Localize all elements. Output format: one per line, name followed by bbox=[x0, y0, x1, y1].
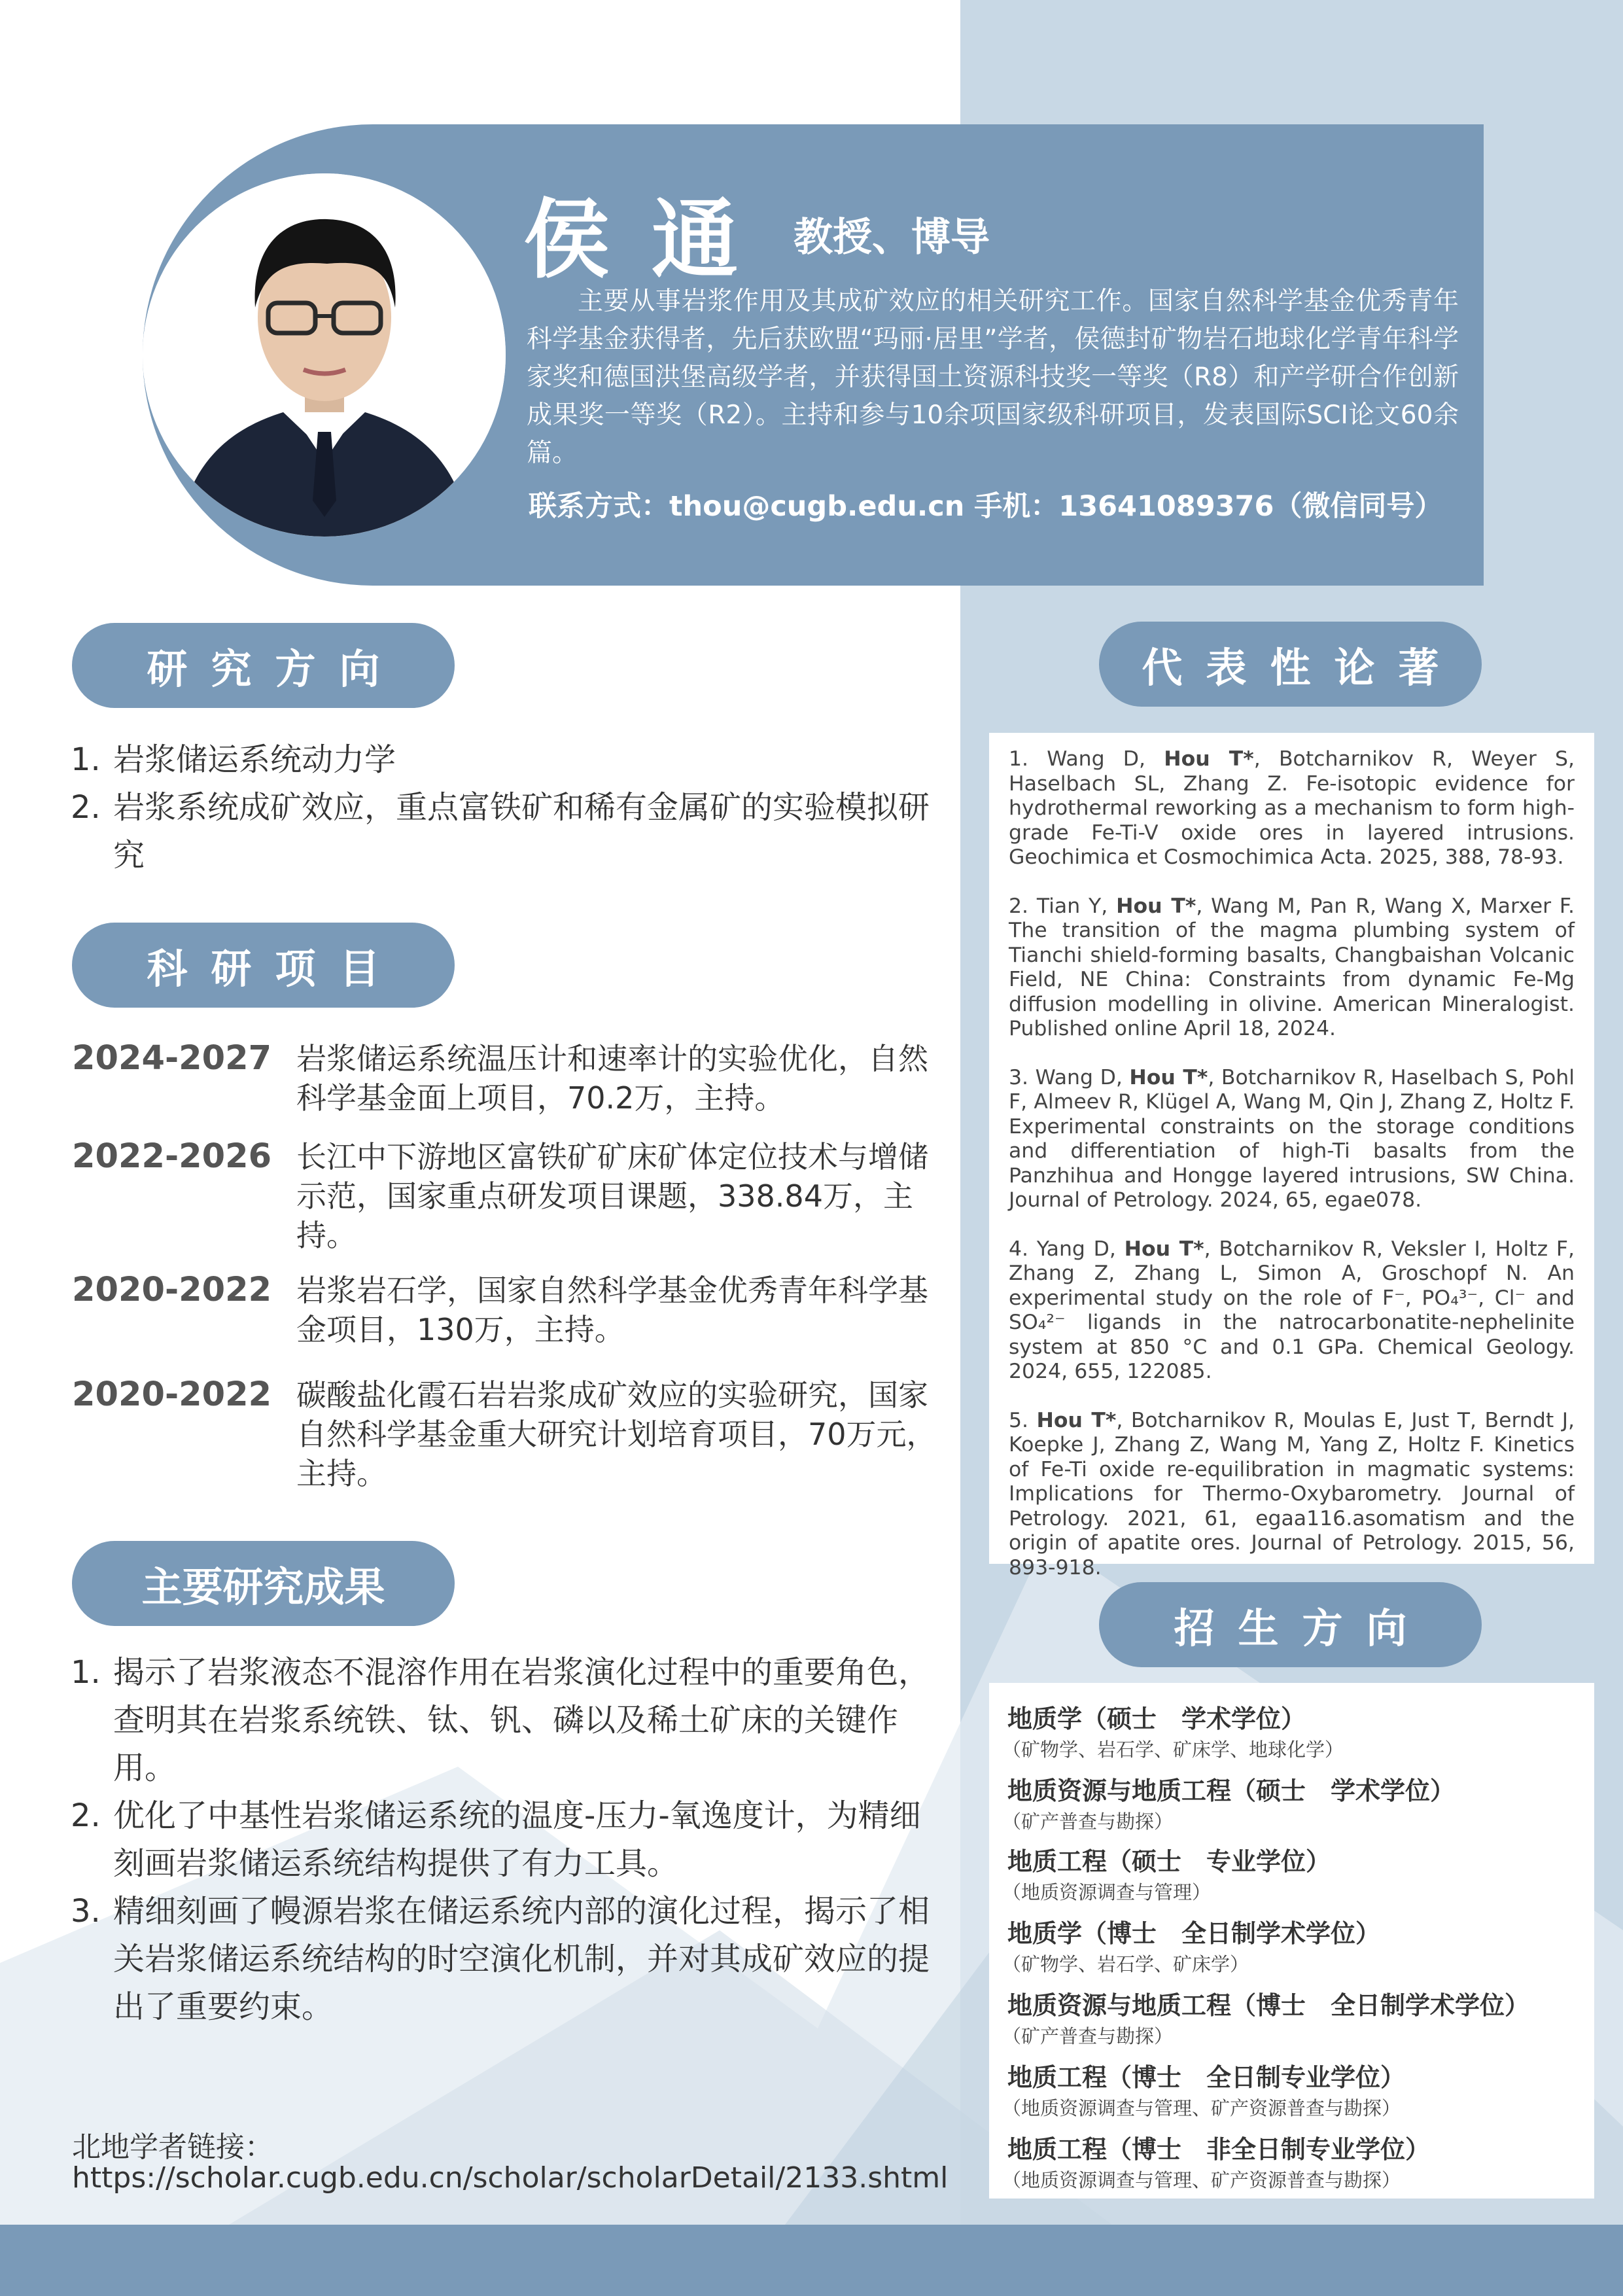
intro-text: 主要从事岩浆作用及其成矿效应的相关研究工作。国家自然科学基金优秀青年科学基金获得者，先后获欧盟“玛丽·居里”学者，侯德封矿物岩石地球化学青年科学家奖和德国洪堡高级学者，并获得国土资源科技奖一等奖（R8）和产学研合作创新成果奖一等奖（R2）。主持和参与10余项国家级科研项目，发表国际SCI论文60余篇。 bbox=[527, 287, 1459, 468]
project-desc: 岩浆岩石学，国家自然科学基金优秀青年科学基金项目，130万，主持。 bbox=[296, 1273, 928, 1347]
list-item: 3. 精细刻画了幔源岩浆在储运系统内部的演化过程，揭示了相关岩浆储运系统结构的时空演化机制，并对其成矿效应的提出了重要约束。 bbox=[71, 1893, 930, 2025]
paper-item: 5. Hou T*, Botcharnikov R, Moulas E, Just T, Berndt J, Koepke J, Zhang Z, Wang M, Yang Z, Holtz F. Kinetics of Fe-Ti oxide re-equilibration in magmatic systems: Implications for Thermo-Oxybarometry. Journal of Petrology. 2021, 61, egaa116.asomatism and the origin of apatite ores. Journal of Petrology. 2015, 56, 893-918. bbox=[1009, 1408, 1575, 1580]
person-intro bbox=[527, 283, 1459, 472]
contact-info: 联系方式：thou@cugb.edu.cn 手机：13641089376（微信同号） bbox=[529, 490, 1443, 523]
bottom-band bbox=[0, 2225, 1623, 2296]
section-achievements-heading: 主要研究成果 bbox=[72, 1541, 455, 1626]
admission-subjects: （矿产普查与勘探） bbox=[1002, 2025, 1174, 2047]
admission-subjects: （矿物学、岩石学、矿床学） bbox=[1002, 1953, 1249, 1975]
section-admission-heading: 招生方向 bbox=[1099, 1582, 1482, 1667]
research-list bbox=[71, 736, 941, 879]
project-item bbox=[72, 1375, 942, 1493]
admission-subjects: （地质资源调查与管理） bbox=[1002, 1881, 1212, 1903]
paper-item: 2. Tian Y, Hou T*, Wang M, Pan R, Wang X, Marxer F. The transition of the magma plumbing system of Tianchi shield-forming basalts, Changbaishan Volcanic Field, NE China: Constraints from dynamic Fe-Mg diffusion modelling in olivine. American Mineralogist. Published online April 18, 2024. bbox=[1009, 894, 1575, 1040]
list-item: 1. 揭示了岩浆液态不混溶作用在岩浆演化过程中的重要角色，查明其在岩浆系统铁、钛、钒、磷以及稀土矿床的关键作用。 bbox=[71, 1654, 930, 1786]
project-item bbox=[72, 1271, 942, 1349]
paper-item: 3. Wang D, Hou T*, Botcharnikov R, Haselbach S, Pohl F, Almeev R, Klügel A, Wang M, Qin J, Zhang Z, Holtz F. Experimental constraints on the storage conditions and differentiation of high-Ti basalts from the Panzhihua and Hongge layered intrusions, SW China. Journal of Petrology. 2024, 65, egae078. bbox=[1009, 1065, 1575, 1212]
admission-title: 地质资源与地质工程（博士 全日制学术学位） bbox=[1007, 1991, 1530, 2020]
project-desc: 长江中下游地区富铁矿矿床矿体定位技术与增储示范，国家重点研发项目课题，338.84万，主持。 bbox=[296, 1139, 928, 1253]
project-item bbox=[72, 1039, 942, 1118]
admission-panel bbox=[989, 1683, 1594, 2199]
list-item: 1. 岩浆储运系统动力学 bbox=[71, 741, 396, 778]
achievements-list bbox=[71, 1649, 941, 2031]
papers-panel bbox=[989, 733, 1594, 1580]
profile-photo bbox=[143, 173, 506, 537]
admission-subjects: （矿产普查与勘探） bbox=[1002, 1810, 1174, 1833]
section-research-heading: 研究方向 bbox=[72, 623, 455, 708]
project-years: 2022-2026 bbox=[72, 1137, 272, 1176]
project-years: 2020-2022 bbox=[72, 1375, 272, 1414]
section-projects-heading: 科研项目 bbox=[72, 923, 455, 1008]
paper-item: 1. Wang D, Hou T*, Botcharnikov R, Weyer S, Haselbach SL, Zhang Z. Fe-isotopic evidence for hydrothermal reworking as a mechanism to form high-grade Fe-Ti-V oxide ores in layered intrusions. Geochimica et Cosmochimica Acta. 2025, 388, 78-93. bbox=[1009, 747, 1575, 869]
project-desc: 碳酸盐化霞石岩岩浆成矿效应的实验研究，国家自然科学基金重大研究计划培育项目，70万元，主持。 bbox=[296, 1377, 937, 1491]
admission-title: 地质工程（硕士 专业学位） bbox=[1007, 1847, 1331, 1876]
list-item: 2. 优化了中基性岩浆储运系统的温度-压力-氧逸度计，为精细刻画岩浆储运系统结构提供了有力工具。 bbox=[71, 1797, 921, 1882]
admission-subjects: （地质资源调查与管理、矿产资源普查与勘探） bbox=[1002, 2097, 1401, 2119]
project-item bbox=[72, 1137, 942, 1255]
list-item: 2. 岩浆系统成矿效应，重点富铁矿和稀有金属矿的实验模拟研究 bbox=[71, 789, 930, 874]
paper-item: 4. Yang D, Hou T*, Botcharnikov R, Veksler I, Holtz F, Zhang Z, Zhang L, Simon A, Groschopf N. An experimental study on the role of F⁻, PO₄³⁻, Cl⁻ and SO₄²⁻ ligands in the natrocarbonatite-nephelinite system at 850 °C and 0.1 GPa. Chemical Geology. 2024, 655, 122085. bbox=[1009, 1237, 1575, 1383]
admission-title: 地质学（博士 全日制学术学位） bbox=[1007, 1919, 1381, 1948]
person-title: 教授、博导 bbox=[794, 215, 990, 260]
section-papers-heading: 代表性论著 bbox=[1099, 622, 1482, 707]
admission-title: 地质工程（博士 全日制专业学位） bbox=[1007, 2063, 1406, 2092]
scholar-link-label: 北地学者链接： bbox=[72, 2130, 273, 2164]
project-years: 2024-2027 bbox=[72, 1039, 272, 1078]
person-avatar-icon bbox=[143, 173, 506, 537]
project-desc: 岩浆储运系统温压计和速率计的实验优化，自然科学基金面上项目，70.2万，主持。 bbox=[296, 1041, 928, 1116]
admission-title: 地质学（硕士 学术学位） bbox=[1007, 1704, 1306, 1733]
admission-title: 地质资源与地质工程（硕士 学术学位） bbox=[1007, 1776, 1456, 1805]
person-name: 侯通 bbox=[523, 190, 780, 291]
admission-title: 地质工程（博士 非全日制专业学位） bbox=[1007, 2135, 1431, 2164]
project-years: 2020-2022 bbox=[72, 1271, 272, 1309]
admission-subjects: （矿物学、岩石学、矿床学、地球化学） bbox=[1002, 1739, 1344, 1761]
scholar-link[interactable]: https://scholar.cugb.edu.cn/scholar/scholarDetail/2133.shtml bbox=[72, 2161, 949, 2195]
admission-subjects: （地质资源调查与管理、矿产资源普查与勘探） bbox=[1002, 2169, 1401, 2191]
